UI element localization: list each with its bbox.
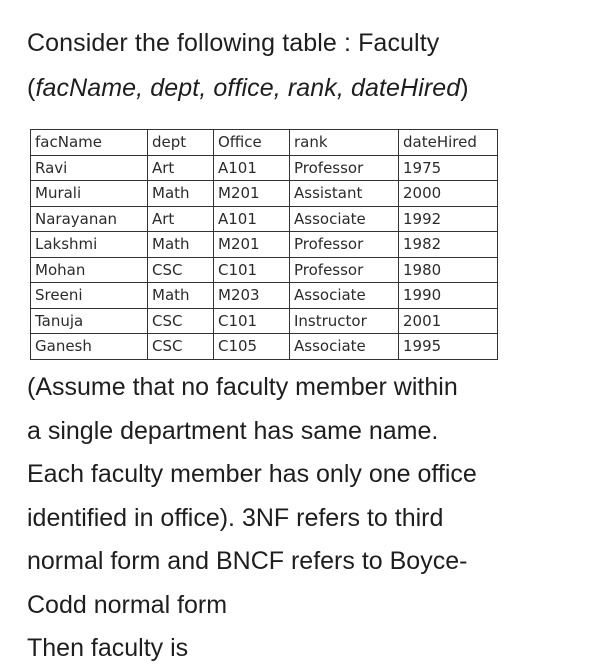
cell-rank: Professor (290, 257, 399, 283)
header-dept: dept (148, 130, 214, 156)
table-row (31, 257, 498, 283)
cell-dept: Math (148, 232, 214, 258)
cell-rank: Professor (290, 155, 399, 181)
table-row (31, 334, 498, 360)
table-header-row (31, 130, 498, 156)
cell-office: M203 (214, 283, 290, 309)
cell-datehired: 1990 (399, 283, 498, 309)
cell-office: C101 (214, 308, 290, 334)
cell-facname: Mohan (31, 257, 148, 283)
cell-datehired: 2000 (399, 181, 498, 207)
body-line: normal form and BNCF refers to Boyce- (27, 547, 468, 575)
cell-facname: Narayanan (31, 206, 148, 232)
schema-attributes: facName, dept, office, rank, dateHired (35, 74, 461, 102)
cell-office: M201 (214, 181, 290, 207)
table-row (31, 283, 498, 309)
header-rank: rank (290, 130, 399, 156)
cell-dept: Math (148, 181, 214, 207)
cell-datehired: 1980 (399, 257, 498, 283)
cell-rank: Professor (290, 232, 399, 258)
body-line: a single department has same name. (27, 416, 439, 445)
cell-facname: Sreeni (31, 283, 148, 309)
cell-facname: Ravi (31, 155, 148, 181)
cell-rank: Instructor (290, 308, 399, 334)
cell-rank: Associate (290, 206, 399, 232)
cell-datehired: 1982 (399, 232, 498, 258)
cell-dept: Math (148, 283, 214, 309)
header-facname: facName (31, 130, 148, 156)
cell-rank: Assistant (290, 181, 399, 207)
cell-rank: Associate (290, 283, 399, 309)
cell-office: A101 (214, 155, 290, 181)
cell-dept: CSC (148, 334, 214, 360)
cell-office: C105 (214, 334, 290, 360)
question-intro: Consider the following table : Faculty (27, 29, 440, 57)
cell-facname: Ganesh (31, 334, 148, 360)
cell-dept: Art (148, 155, 214, 181)
table-schema (27, 73, 469, 103)
faculty-table (30, 129, 498, 360)
cell-facname: Murali (31, 181, 148, 207)
body-line: Then faculty is (27, 634, 189, 662)
question-body (27, 366, 587, 671)
schema-close-paren: ) (460, 74, 469, 102)
cell-office: M201 (214, 232, 290, 258)
body-line: Each faculty member has only one office (27, 460, 477, 488)
body-line: identified in office). 3NF refers to third (27, 503, 444, 532)
cell-datehired: 1975 (399, 155, 498, 181)
table-row (31, 232, 498, 258)
cell-rank: Associate (290, 334, 399, 360)
body-line: (Assume that no faculty member within (27, 373, 458, 401)
header-office: Office (214, 130, 290, 156)
table-row (31, 155, 498, 181)
cell-dept: CSC (148, 308, 214, 334)
table-row (31, 181, 498, 207)
cell-facname: Tanuja (31, 308, 148, 334)
schema-open-paren: ( (27, 74, 36, 102)
cell-datehired: 2001 (399, 308, 498, 334)
cell-datehired: 1995 (399, 334, 498, 360)
table-row (31, 308, 498, 334)
header-datehired: dateHired (399, 130, 498, 156)
cell-facname: Lakshmi (31, 232, 148, 258)
body-line: Codd normal form (27, 590, 228, 619)
cell-datehired: 1992 (399, 206, 498, 232)
cell-office: C101 (214, 257, 290, 283)
cell-dept: CSC (148, 257, 214, 283)
cell-office: A101 (214, 206, 290, 232)
table-row (31, 206, 498, 232)
cell-dept: Art (148, 206, 214, 232)
